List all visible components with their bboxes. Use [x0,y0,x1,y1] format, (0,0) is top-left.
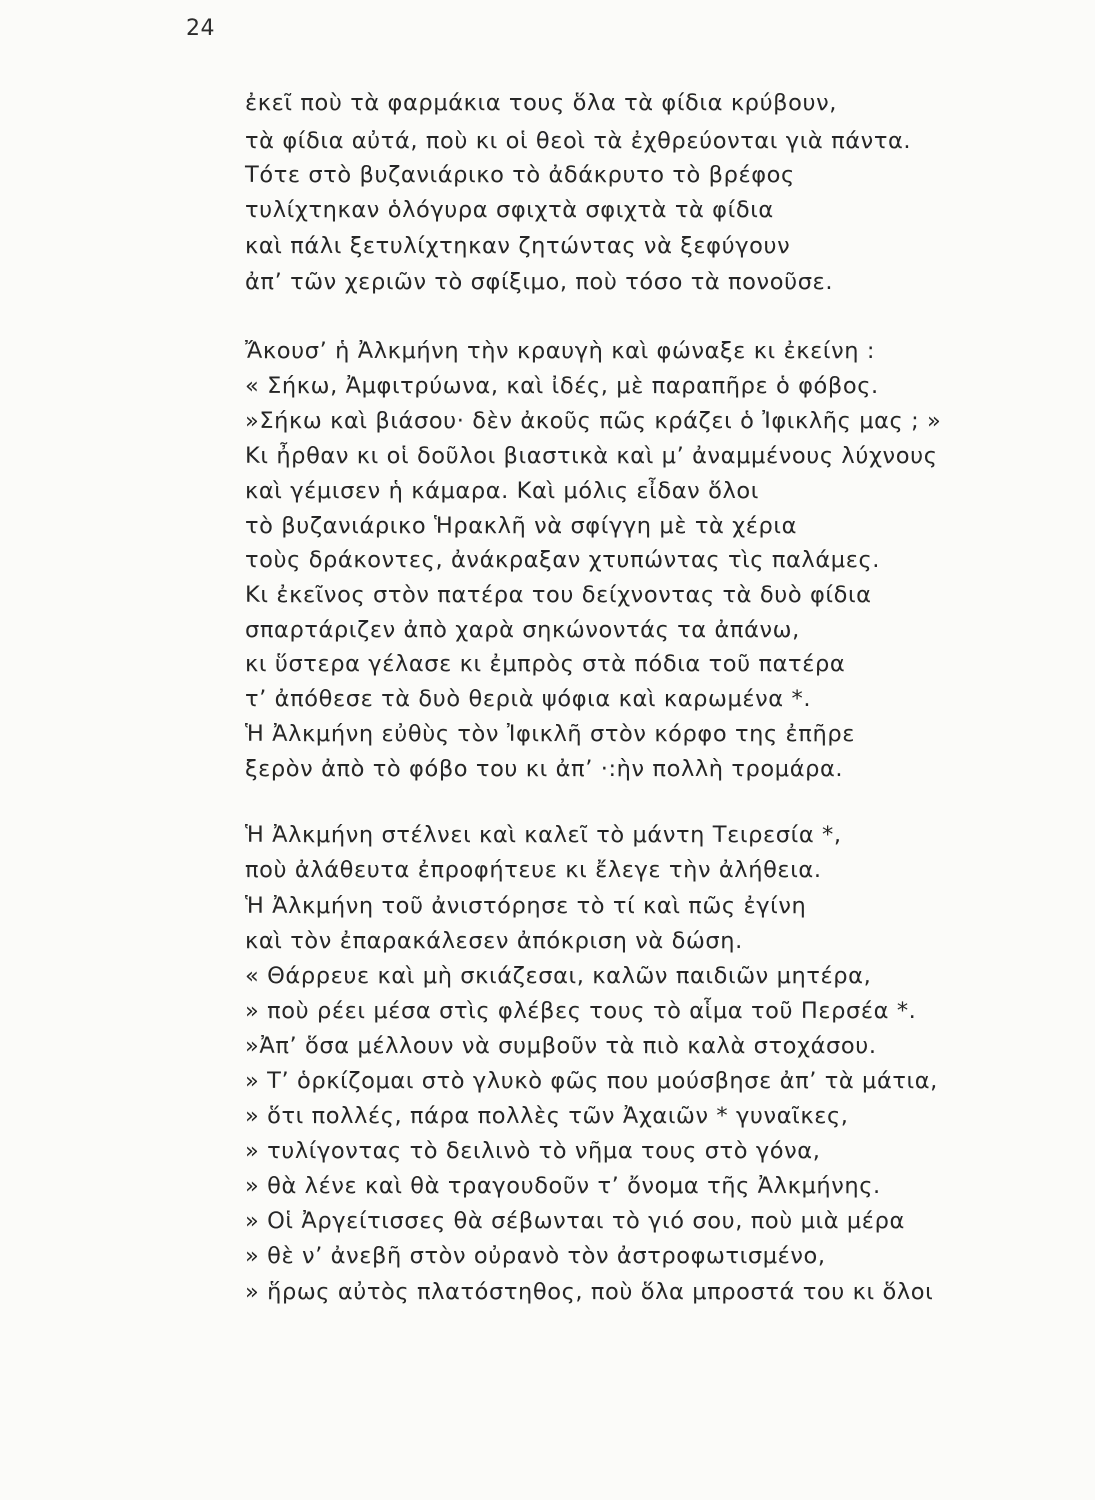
text-line: » τυλίγοντας τὸ δειλινὸ τὸ νῆμα τους στὸ γόνα, [245,1138,821,1164]
text-line: τοὺς δράκοντες, ἀνάκραξαν χτυπώντας τὶς παλάμες. [245,547,881,573]
text-line: ἐκεῖ ποὺ τὰ φαρμάκια τους ὅλα τὰ φίδια κρύβουν, [245,90,838,116]
text-line: » ἥρως αὐτὸς πλατόστηθος, ποὺ ὅλα μπροστά του κι ὅλοι [245,1279,934,1305]
text-line: « Σήκω, Ἀμφιτρύωνα, καὶ ἰδές, μὲ παραπῆρε ὁ φόβος. [245,373,879,399]
text-line: τυλίχτηκαν ὁλόγυρα σφιχτὰ σφιχτὰ τὰ φίδια [245,197,774,223]
text-line: Κι ἐκεῖνος στὸν πατέρα του δείχνοντας τὰ δυὸ φίδια [245,582,872,608]
page-number: 24 [186,16,215,41]
text-line: ποὺ ἀλάθευτα ἐπροφήτευε κι ἔλεγε τὴν ἀλήθεια. [245,857,822,883]
text-line: » ποὺ ρέει μέσα στὶς φλέβες τους τὸ αἷμα τοῦ Περσέα *. [245,998,917,1024]
text-line: » Οἱ Ἀργείτισσες θὰ σέβωνται τὸ γιό σου, ποὺ μιὰ μέρα [245,1208,905,1234]
text-line: »Σήκω καὶ βιάσου· δὲν ἀκοῦς πῶς κράζει ὁ Ἰφικλῆς μας ; » [245,408,942,434]
text-line: τὰ φίδια αὐτά, ποὺ κι οἱ θεοὶ τὰ ἐχθρεύονται γιὰ πάντα. [245,128,912,154]
text-line: καὶ τὸν ἐπαρακάλεσεν ἀπόκριση νὰ δώση. [245,928,743,954]
text-line: » θὰ λένε καὶ θὰ τραγουδοῦν τ’ ὄνομα τῆς Ἀλκμήνης. [245,1173,881,1199]
text-line: Ἡ Ἀλκμήνη στέλνει καὶ καλεῖ τὸ μάντη Τειρεσία *, [245,822,842,848]
text-line: » Τ’ ὁρκίζομαι στὸ γλυκὸ φῶς που μούσβησε ἀπ’ τὰ μάτια, [245,1068,938,1094]
text-line: Ἡ Ἀλκμήνη τοῦ ἀνιστόρησε τὸ τί καὶ πῶς ἐγίνη [245,893,807,919]
text-line: τ’ ἀπόθεσε τὰ δυὸ θεριὰ ψόφια καὶ καρωμένα *. [245,686,812,712]
text-line: Κι ἦρθαν κι οἱ δοῦλοι βιαστικὰ καὶ μ’ ἀναμμένους λύχνους [245,443,938,469]
text-line: καὶ πάλι ξετυλίχτηκαν ζητώντας νὰ ξεφύγουν [245,233,791,259]
text-line: »Ἀπ’ ὅσα μέλλουν νὰ συμβοῦν τὰ πιὸ καλὰ στοχάσου. [245,1033,877,1059]
text-line: » ὅτι πολλές, πάρα πολλὲς τῶν Ἀχαιῶν * γυναῖκες, [245,1103,849,1129]
text-line: Ἡ Ἀλκμήνη εὐθὺς τὸν Ἰφικλῆ στὸν κόρφο της ἐπῆρε [245,721,855,747]
text-line: Ἄκουσ’ ἡ Ἀλκμήνη τὴν κραυγὴ καὶ φώναξε κι ἐκείνη : [245,338,876,364]
text-line: ξερὸν ἀπὸ τὸ φόβο του κι ἀπ’ ·:ὴν πολλὴ τρομάρα. [245,756,844,782]
text-line: « Θάρρευε καὶ μὴ σκιάζεσαι, καλῶν παιδιῶν μητέρα, [245,963,872,989]
text-line: τὸ βυζανιάρικο Ἡρακλῆ νὰ σφίγγη μὲ τὰ χέρια [245,513,798,539]
text-line: καὶ γέμισεν ἡ κάμαρα. Καὶ μόλις εἶδαν ὅλοι [245,478,759,504]
text-line: κι ὕστερα γέλασε κι ἐμπρὸς στὰ πόδια τοῦ πατέρα [245,651,846,677]
text-line: Τότε στὸ βυζανιάρικο τὸ ἀδάκρυτο τὸ βρέφος [245,162,795,188]
text-line: » θὲ ν’ ἀνεβῆ στὸν οὐρανὸ τὸν ἀστροφωτισμένο, [245,1243,826,1269]
text-line: σπαρτάριζεν ἀπὸ χαρὰ σηκώνοντάς τα ἀπάνω, [245,617,800,643]
text-line: ἀπ’ τῶν χεριῶν τὸ σφίξιμο, ποὺ τόσο τὰ πονοῦσε. [245,269,834,295]
